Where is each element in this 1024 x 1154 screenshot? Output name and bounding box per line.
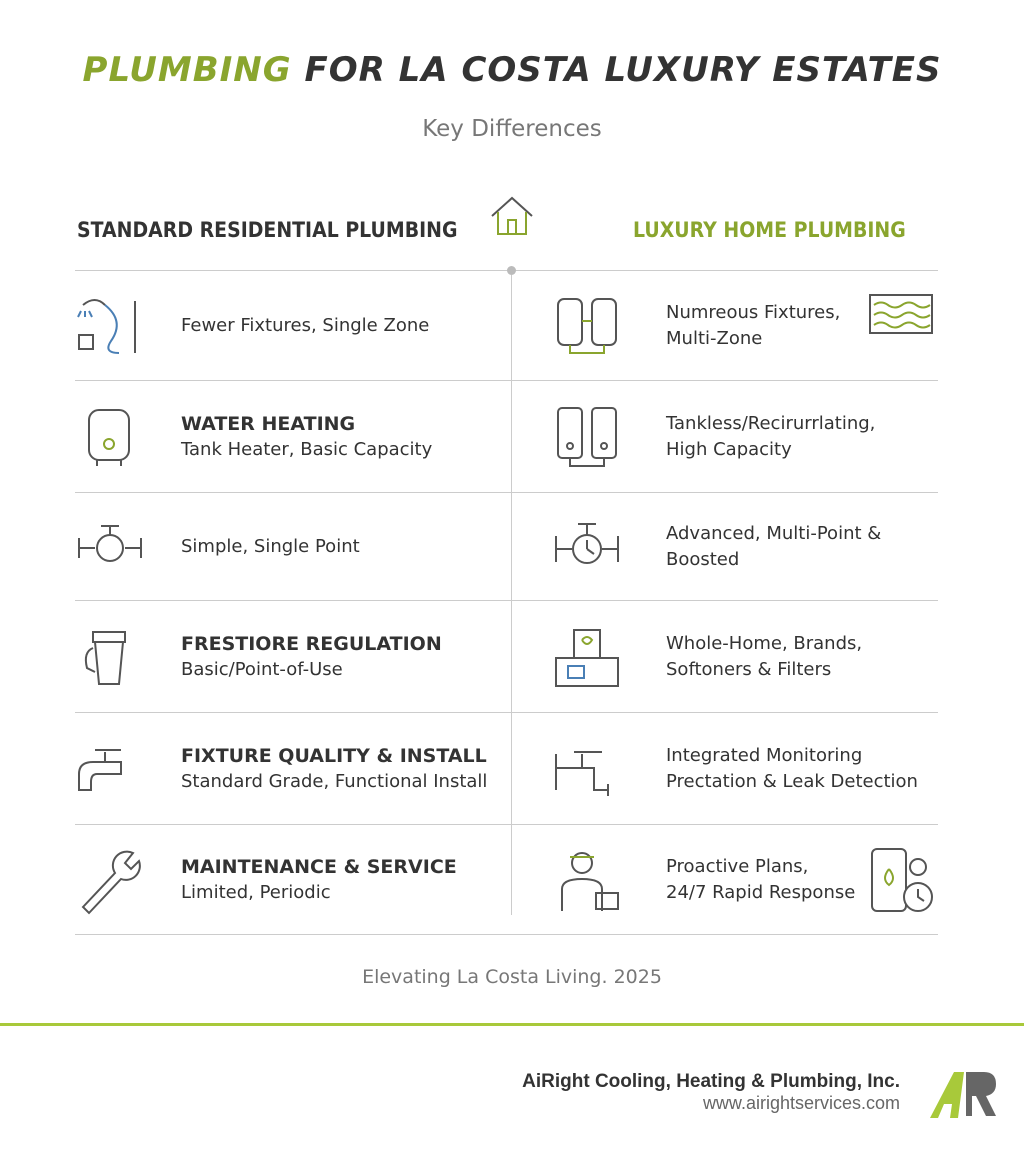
wrench-icon	[75, 845, 145, 915]
luxury-cell	[512, 493, 938, 600]
water-filter-icon	[75, 622, 145, 692]
cell-description: Standard Grade, Functional Install	[181, 770, 488, 792]
company-logo	[928, 1068, 1000, 1120]
plumber-icon	[552, 845, 622, 915]
cell-description: Numreous Fixtures, Multi-Zone	[666, 301, 841, 349]
standard-cell	[75, 601, 511, 712]
gauge-valve-icon	[552, 512, 622, 582]
comparison-row	[75, 493, 938, 601]
cell-text	[181, 854, 457, 906]
comparison-row	[75, 601, 938, 713]
premium-faucet-icon	[552, 734, 622, 804]
water-waves-icon	[868, 291, 938, 361]
cell-text	[666, 854, 855, 906]
company-name: AiRight Cooling, Heating & Plumbing, Inc.	[522, 1071, 900, 1092]
comparison-row	[75, 713, 938, 825]
company-info	[522, 1071, 900, 1114]
cell-description: Simple, Single Point	[181, 535, 360, 557]
title-rest: FOR LA COSTA LUXURY ESTATES	[291, 50, 942, 90]
cell-text	[666, 521, 938, 573]
cell-description: Whole-Home, Brands, Softoners & Filters	[666, 632, 863, 680]
comparison-row	[75, 825, 938, 935]
cell-description: Proactive Plans, 24/7 Rapid Response	[666, 855, 856, 903]
cell-heading: WATER HEATING	[181, 412, 356, 435]
cell-text	[181, 313, 429, 339]
cell-heading: FIXTURE QUALITY & INSTALL	[181, 744, 487, 767]
luxury-cell	[512, 381, 938, 492]
cell-text	[181, 631, 442, 683]
cell-description: Integrated Monitoring Prectation & Leak Detection	[666, 744, 918, 792]
comparison-row	[75, 381, 938, 493]
pressure-valve-icon	[75, 512, 145, 582]
smart-phone-icon	[868, 845, 938, 915]
cell-description: Basic/Point-of-Use	[181, 658, 343, 680]
tankless-heater-icon	[552, 402, 622, 472]
cell-description: Tankless/Recirurrlating, High Capacity	[666, 412, 876, 460]
cell-text	[666, 743, 918, 795]
cell-heading: MAINTENANCE & SERVICE	[181, 855, 457, 878]
water-heater-icon	[75, 402, 145, 472]
dual-tank-icon	[552, 291, 622, 361]
cell-description: Limited, Periodic	[181, 881, 331, 903]
subtitle: Key Differences	[422, 116, 602, 142]
standard-cell	[75, 713, 511, 824]
filtration-system-icon	[552, 622, 622, 692]
cell-description: Tank Heater, Basic Capacity	[181, 438, 433, 460]
standard-cell	[75, 271, 511, 380]
luxury-cell	[512, 271, 938, 380]
standard-cell	[75, 493, 511, 600]
cell-heading: FRESTIORE REGULATION	[181, 632, 442, 655]
standard-cell	[75, 825, 511, 934]
shower-fixtures-icon	[75, 291, 145, 361]
cell-description: Fewer Fixtures, Single Zone	[181, 314, 430, 336]
cell-text	[666, 631, 862, 683]
house-icon	[488, 194, 536, 238]
footer-caption: Elevating La Costa Living. 2025	[362, 966, 662, 988]
cell-description: Advanced, Multi-Point & Boosted	[666, 522, 882, 570]
cell-text	[666, 411, 875, 463]
standard-cell	[75, 381, 511, 492]
page-title	[0, 50, 1024, 90]
luxury-cell	[512, 713, 938, 824]
cell-text	[181, 411, 432, 463]
luxury-cell	[512, 825, 938, 934]
standard-column-header: STANDARD RESIDENTIAL PLUMBING	[77, 218, 458, 242]
title-highlight: PLUMBING	[82, 50, 292, 90]
company-url[interactable]: www.airightservices.com	[702, 1093, 900, 1113]
comparison-row	[75, 271, 938, 381]
cell-text	[181, 743, 487, 795]
cell-text	[666, 300, 840, 352]
accent-line	[0, 1023, 1024, 1026]
cell-text	[181, 534, 360, 560]
luxury-column-header: LUXURY HOME PLUMBING	[633, 218, 906, 242]
luxury-cell	[512, 601, 938, 712]
faucet-icon	[75, 734, 145, 804]
